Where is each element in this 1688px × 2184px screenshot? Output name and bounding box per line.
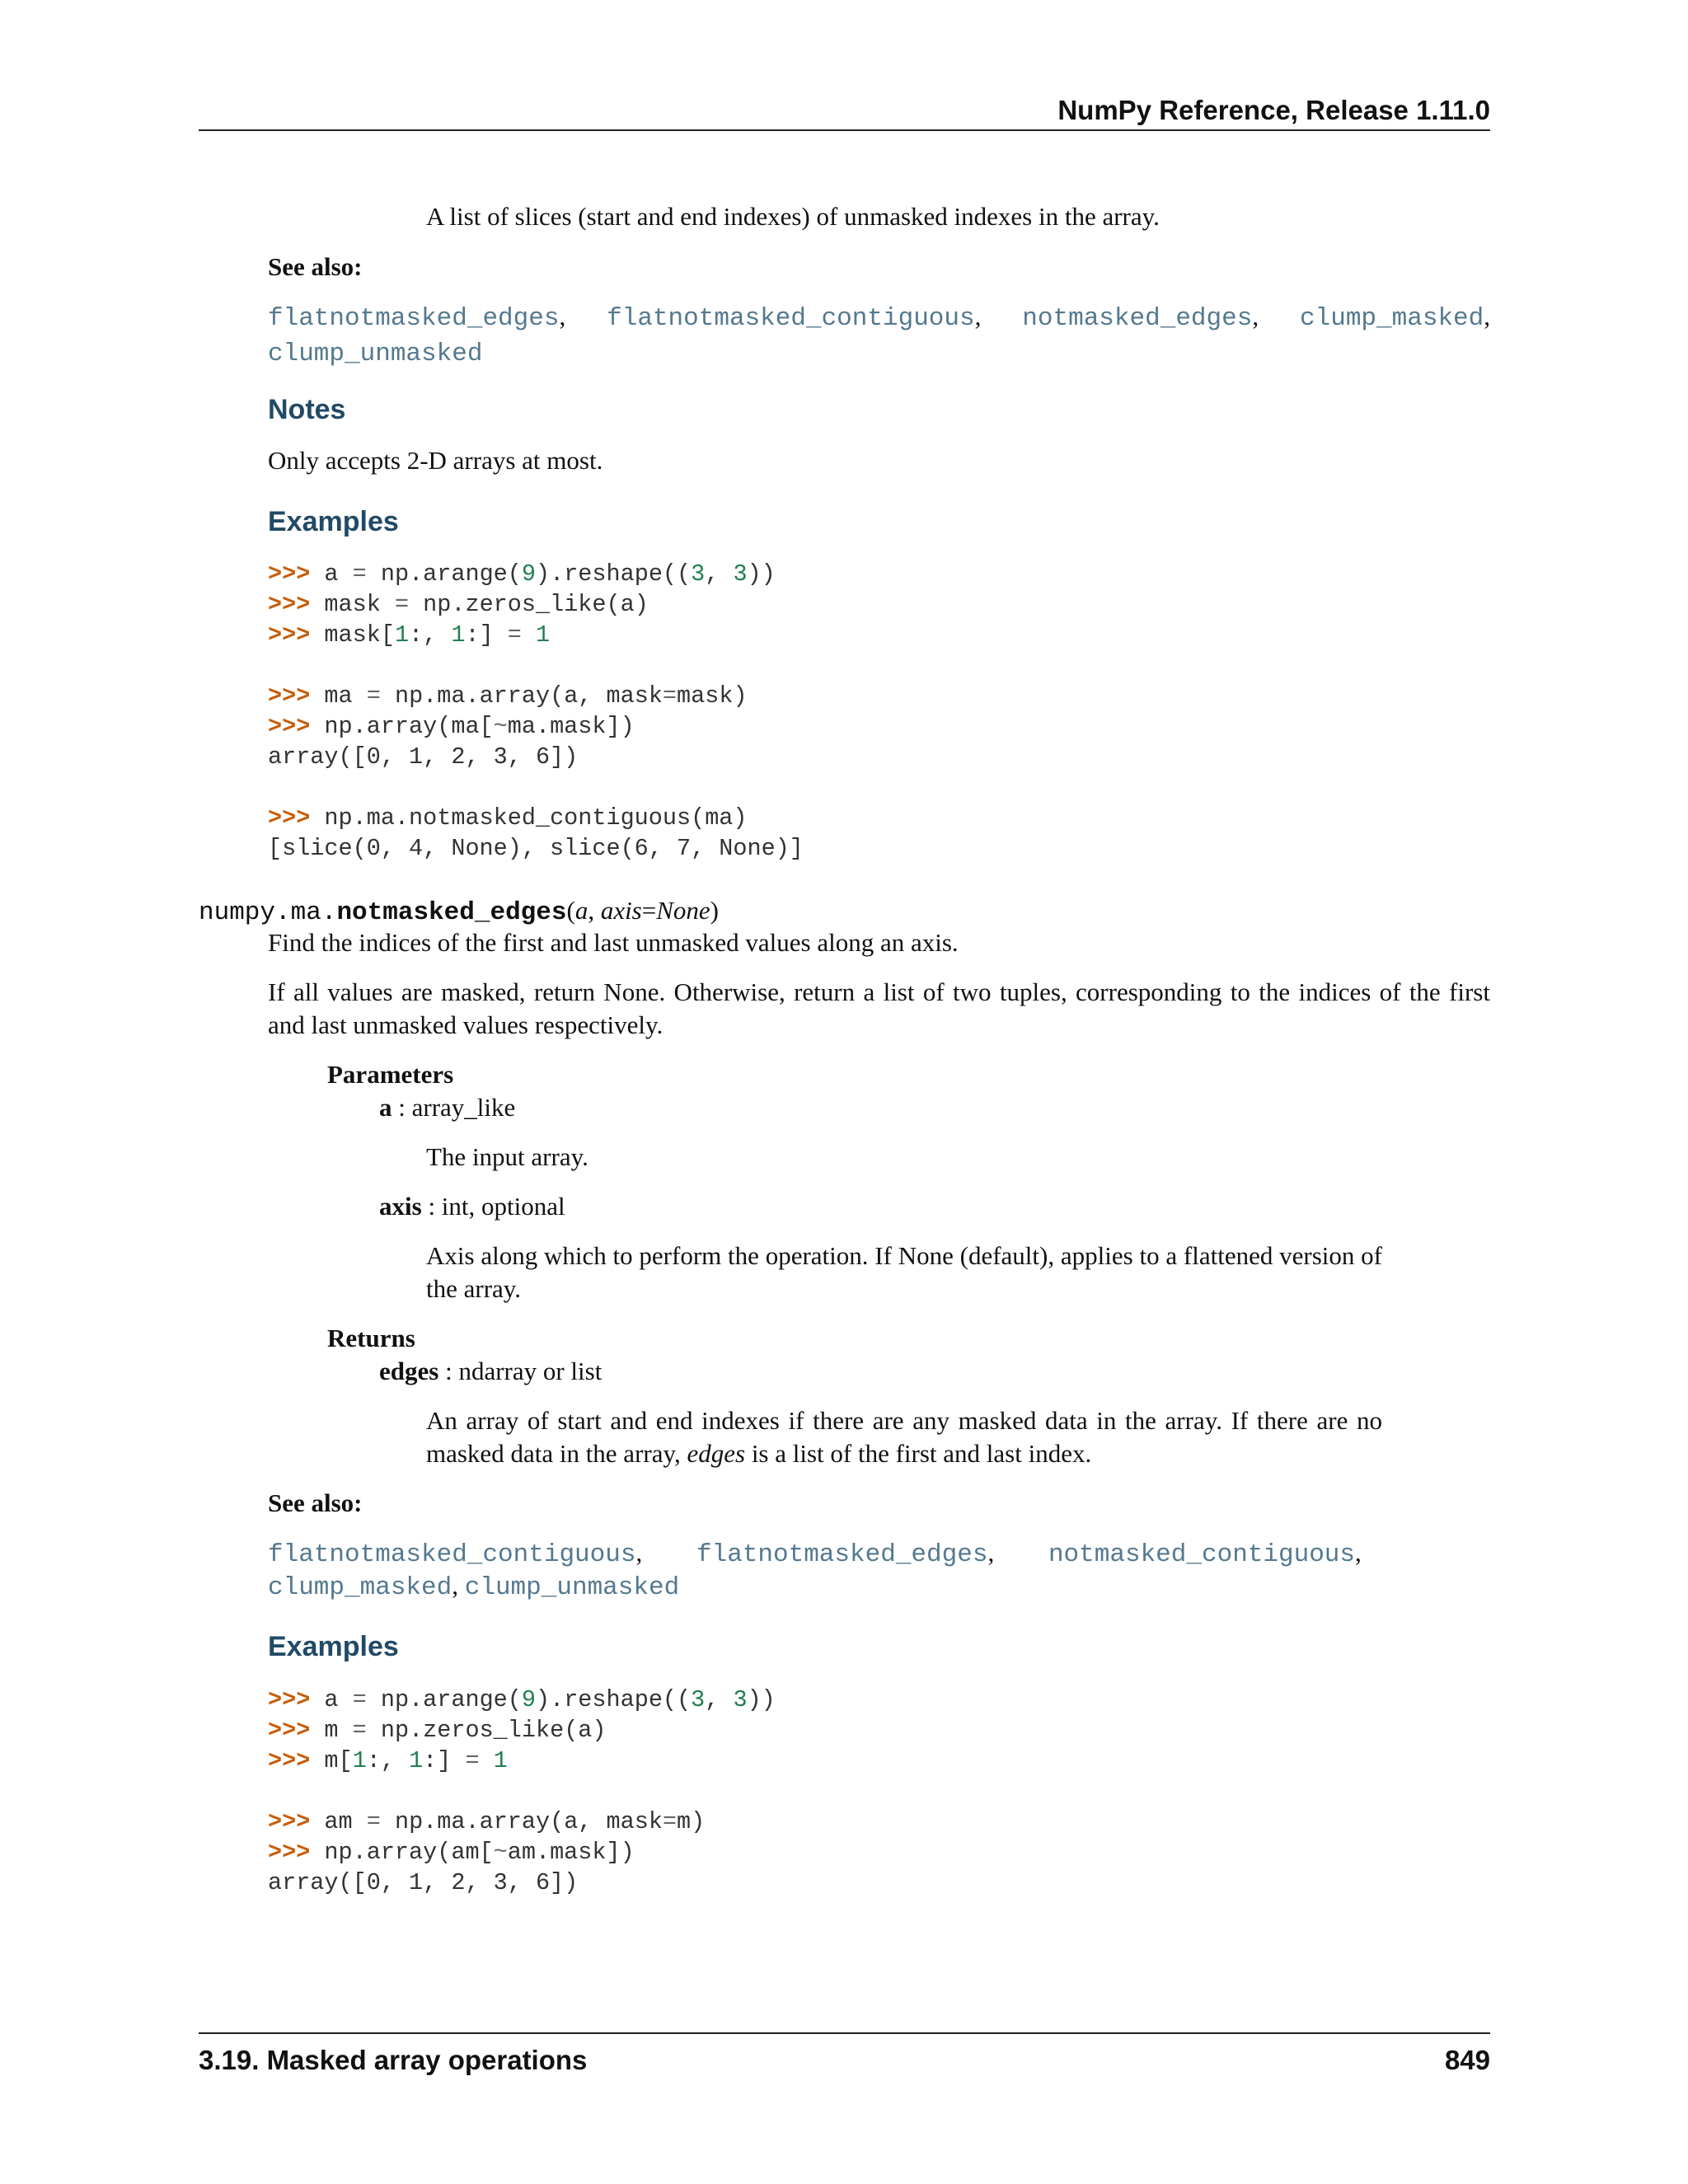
code-prompt: >>> (268, 682, 311, 710)
footer-rule (199, 2032, 1490, 2034)
see-also-links-2-cont: clump_masked, clump_unmasked (268, 1571, 680, 1602)
code-prompt: >>> (268, 1839, 311, 1866)
code-number: 9 (521, 1686, 536, 1713)
sig-default: None (656, 896, 710, 925)
code-token: np.arange( (380, 560, 522, 588)
link-flatnotmasked-contiguous[interactable]: flatnotmasked_contiguous (607, 304, 975, 333)
examples-heading: Examples (268, 506, 399, 537)
code-token: = (662, 1808, 678, 1835)
code-prompt: >>> (268, 1686, 311, 1713)
return-desc-text: An array of start and end indexes if there are any masked data in the array. If there are no masked data in the array, (426, 1406, 1382, 1468)
param-axis-type: : int, optional (421, 1192, 565, 1221)
code-token: )) (747, 560, 776, 588)
param-axis (379, 1190, 565, 1223)
code-token: :] (423, 1747, 452, 1774)
code-token: m[ (324, 1747, 353, 1774)
running-header: NumPy Reference, Release 1.11.0 (1057, 95, 1490, 125)
code-token: np.array(ma[ (324, 713, 494, 740)
code-number: 3 (733, 1686, 748, 1713)
code-token: mask[ (324, 621, 395, 649)
see-also-links-2: flatnotmasked_contiguous, flatnotmasked_edges, notmasked_contiguous, (268, 1538, 1362, 1569)
code-token: np.ma.array(a, mask (394, 682, 663, 710)
function-module: numpy.ma. (199, 898, 337, 927)
code-token: :, (366, 1747, 410, 1774)
param-a (379, 1091, 515, 1124)
sig-paren: ( (566, 896, 575, 925)
code-token: mask (324, 591, 381, 618)
code-token: = (352, 560, 367, 588)
code-prompt: >>> (268, 1717, 311, 1744)
code-prompt: >>> (268, 621, 311, 649)
param-a-name: a (379, 1093, 392, 1122)
code-token: )) (747, 1686, 776, 1713)
param-a-type: : array_like (392, 1093, 516, 1122)
code-token: :] (465, 621, 494, 649)
code-prompt: >>> (268, 713, 311, 740)
code-prompt: >>> (268, 1747, 311, 1774)
code-token: = (352, 1686, 367, 1713)
code-number: 1 (394, 621, 410, 649)
link-notmasked-contiguous[interactable]: notmasked_contiguous (1048, 1540, 1356, 1569)
return-edges (379, 1355, 602, 1388)
code-token: np.ma.array(a, mask (394, 1808, 663, 1835)
returns-label: Returns (327, 1324, 415, 1352)
code-token: ~ (493, 1839, 508, 1866)
header-rule (199, 129, 1490, 131)
code-output: array([0, 1, 2, 3, 6]) (268, 1869, 579, 1896)
param-a-desc: The input array. (426, 1142, 588, 1171)
code-output: [slice(0, 4, None), slice(6, 7, None)] (268, 835, 804, 862)
code-number: 3 (733, 560, 748, 588)
code-number: 1 (451, 621, 466, 649)
see-also-label-2: See also: (268, 1488, 363, 1517)
code-token: m) (677, 1808, 706, 1835)
footer-page-number: 849 (1444, 2045, 1490, 2075)
code-token: ma (324, 682, 353, 710)
parameters-label: Parameters (327, 1060, 454, 1089)
return-edges-type: : ndarray or list (438, 1357, 603, 1385)
code-number: 1 (493, 1747, 508, 1774)
code-token: ~ (493, 713, 508, 740)
code-output: array([0, 1, 2, 3, 6]) (268, 743, 579, 771)
link-flatnotmasked-edges[interactable]: flatnotmasked_edges (268, 304, 560, 333)
link-clump-masked[interactable]: clump_masked (268, 1573, 452, 1602)
code-number: 3 (691, 1686, 706, 1713)
sig-paren: ) (710, 896, 719, 925)
function-name[interactable]: notmasked_edges (336, 898, 567, 927)
returns-description: A list of slices (start and end indexes) of unmasked indexes in the array. (426, 202, 1160, 231)
code-token: am.mask]) (507, 1839, 635, 1866)
code-block (268, 559, 804, 864)
code-token: np.zeros_like(a) (380, 1717, 607, 1744)
code-prompt: >>> (268, 1808, 311, 1835)
code-token: np.zeros_like(a) (423, 591, 649, 618)
link-clump-unmasked[interactable]: clump_unmasked (464, 1573, 680, 1602)
sig-arg-a: a (574, 896, 588, 925)
link-notmasked-edges[interactable]: notmasked_edges (1022, 304, 1253, 333)
code-token: np.ma.notmasked_contiguous(ma) (324, 804, 748, 832)
sig-comma: , (588, 896, 601, 925)
return-edges-name: edges (379, 1357, 439, 1385)
code-token: = (465, 1747, 480, 1774)
code-block-2 (268, 1685, 776, 1898)
notes-text: Only accepts 2-D arrays at most. (268, 446, 603, 475)
function-summary: Find the indices of the first and last unmasked values along an axis. (268, 928, 959, 957)
code-token: = (366, 682, 381, 710)
return-desc-emphasis: edges (687, 1439, 746, 1468)
link-clump-unmasked[interactable]: clump_unmasked (268, 340, 483, 368)
code-token: ).reshape(( (536, 1686, 692, 1713)
code-prompt: >>> (268, 804, 311, 832)
code-token: = (662, 682, 678, 710)
link-flatnotmasked-contiguous[interactable]: flatnotmasked_contiguous (268, 1540, 636, 1569)
code-prompt: >>> (268, 591, 311, 618)
running-footer (199, 2042, 1490, 2079)
code-token: a (324, 1686, 339, 1713)
return-desc-text: is a list of the first and last index. (745, 1439, 1092, 1468)
footer-section: 3.19. Masked array operations (199, 2045, 588, 2075)
code-token: ma.mask]) (507, 713, 635, 740)
param-axis-desc: Axis along which to perform the operation. If None (default), applies to a flattened version of the array. (426, 1241, 1382, 1303)
code-token: = (507, 621, 522, 649)
code-token: ).reshape(( (536, 560, 692, 588)
code-token: = (394, 591, 410, 618)
function-signature (199, 893, 719, 930)
see-also-label: See also: (268, 252, 363, 281)
code-number: 1 (352, 1747, 367, 1774)
code-token: , (705, 560, 734, 588)
code-token: , (705, 1686, 734, 1713)
see-also-links: flatnotmasked_edges, flatnotmasked_contiguous, notmasked_edges, clump_masked, clump_unmasked (268, 302, 1491, 368)
code-token: np.array(am[ (324, 1839, 494, 1866)
code-number: 1 (409, 1747, 424, 1774)
code-token: a (324, 560, 339, 588)
code-token: = (366, 1808, 381, 1835)
code-number: 1 (536, 621, 551, 649)
link-clump-masked[interactable]: clump_masked (1300, 304, 1484, 333)
examples-heading-2: Examples (268, 1631, 399, 1662)
code-token: = (352, 1717, 367, 1744)
sig-eq: = (641, 896, 657, 925)
code-number: 9 (521, 560, 536, 588)
code-token: m (324, 1717, 339, 1744)
return-edges-desc (426, 1404, 1382, 1470)
code-prompt: >>> (268, 560, 311, 588)
notes-heading: Notes (268, 394, 346, 425)
code-number: 3 (691, 560, 706, 588)
function-description: If all values are masked, return None. Otherwise, return a list of two tuples, corresponding to the indices of the first and last unmasked values respectively. (268, 977, 1490, 1039)
sig-arg-axis: axis (600, 896, 642, 925)
param-axis-name: axis (379, 1192, 422, 1221)
code-token: am (324, 1808, 353, 1835)
code-token: :, (409, 621, 452, 649)
code-token: np.arange( (380, 1686, 522, 1713)
code-token: mask) (677, 682, 748, 710)
link-flatnotmasked-edges[interactable]: flatnotmasked_edges (696, 1540, 988, 1569)
